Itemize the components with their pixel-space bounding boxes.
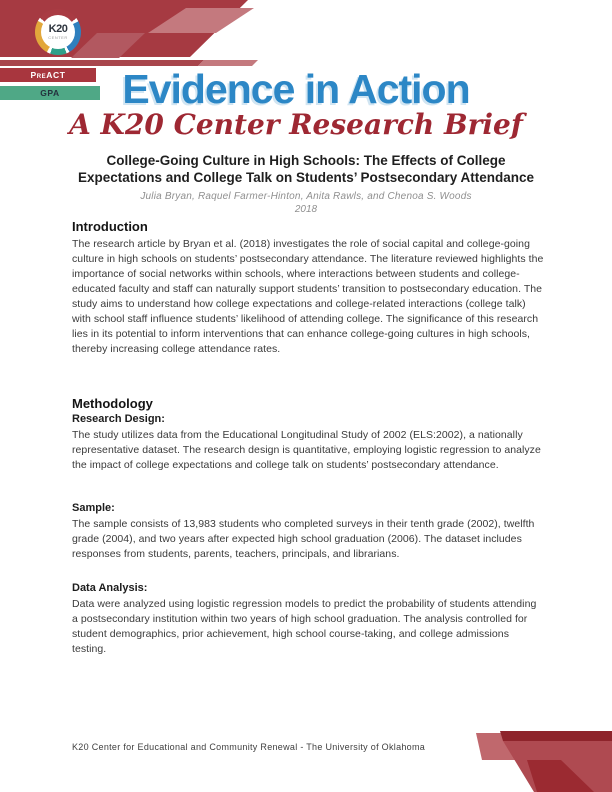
data-analysis-label: Data Analysis: (72, 582, 148, 594)
paper-title-line1: College-Going Culture in High Schools: The Effects of College (106, 153, 506, 168)
paper-title-line2: Expectations and College Talk on Students’ Postsecondary Attendance (77, 170, 535, 185)
brief-series-title: Evidence in Action (122, 66, 470, 112)
sample-label: Sample: (72, 502, 115, 514)
introduction-body: The research article by Bryan et al. (2018) investigates the role of social capital and college-going culture in high schools on students’ postsecondary attendance. The literature reviewed highlights the importance of social networks within schools, where interactions between students and college-educated faculty and staff can naturally support students’ transition to postsecondary education. The study aims to understand how college expectations and college-related interactions (college talk) with school staff influence students’ likelihood of attending college. The significance of this research lies in its potential to inform interventions that can enhance college-going cultures in high schools, thereby increasing college attendance rates. (72, 238, 544, 355)
introduction-heading: Introduction (72, 219, 148, 234)
methodology-heading: Methodology (72, 396, 153, 411)
footer-attribution: K20 Center for Educational and Community Renewal - The University of Oklahoma (72, 742, 426, 752)
preact-badge: PreACT (0, 68, 96, 82)
research-design-body: The study utilizes data from the Educational Longitudinal Study of 2002 (ELS:2002), a nationally representative dataset. The research design is quantitative, employing logistic regression to analyze the impact of college expectations and college talk on students’ postsecondary attendance. (72, 429, 541, 471)
k20-logo-subtext: CENTER (48, 35, 68, 40)
k20-logo-text: K20 (48, 23, 68, 35)
data-analysis-body: Data were analyzed using logistic regression models to predict the probability of students attending a postsecondary institution within two years of high school graduation. The analysis controlled for student demographics, prior achievement, high school course-taking, and college admissions testing. (72, 598, 537, 655)
paper-authors: Julia Bryan, Raquel Farmer-Hinton, Anita Rawls, and Chenoa S. Woods (140, 191, 472, 202)
paper-year: 2018 (294, 204, 318, 215)
sample-body: The sample consists of 13,983 students who completed surveys in their tenth grade (2002), twelfth grade (2004), and two years after expected high school graduation (2006). The dataset includes responses from students, parents, teachers, principals, and librarians. (72, 518, 535, 560)
brief-series-subtitle: A K20 Center Research Brief (69, 108, 523, 141)
research-design-label: Research Design: (72, 413, 165, 425)
corner-dark-strip (500, 731, 612, 741)
gpa-badge: GPA (0, 86, 100, 100)
